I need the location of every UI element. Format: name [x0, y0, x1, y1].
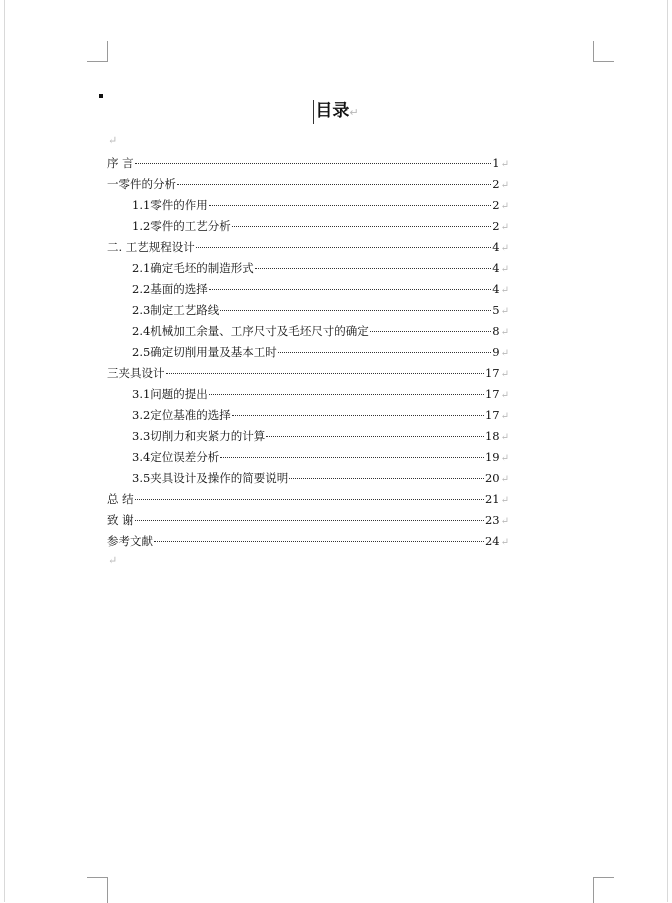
toc-entry-label: 3.5夹具设计及操作的简要说明: [132, 471, 289, 485]
toc-dot-leader: [232, 226, 491, 227]
paragraph-mark: ↵: [500, 201, 509, 212]
toc-dot-leader: [177, 184, 491, 185]
toc-entry-label: 参考文献: [107, 534, 153, 548]
toc-page-number: 24: [484, 534, 500, 548]
toc-entry-label: 1.2零件的工艺分析: [132, 219, 231, 233]
toc-entry[interactable]: [107, 531, 509, 552]
toc-entry[interactable]: [107, 216, 509, 237]
toc-dot-leader: [166, 373, 484, 374]
toc-page-number: 17: [484, 387, 500, 401]
toc-entry[interactable]: [107, 489, 509, 510]
toc-page-number: 2: [492, 177, 500, 191]
crop-mark-top-left: [87, 41, 108, 62]
toc-entry[interactable]: [107, 195, 509, 216]
toc-dot-leader: [266, 436, 484, 437]
toc-entry[interactable]: [107, 384, 509, 405]
toc-page-number: 4: [492, 261, 500, 275]
toc-dot-leader: [209, 394, 484, 395]
toc-dot-leader: [370, 331, 491, 332]
paragraph-mark: ↵: [500, 180, 509, 191]
toc-entry[interactable]: [107, 510, 509, 531]
toc-entry-label: 3.1问题的提出: [132, 387, 208, 401]
toc-entry[interactable]: [107, 237, 509, 258]
toc-dot-leader: [196, 247, 491, 248]
toc-page-number: 4: [492, 240, 500, 254]
toc-entry[interactable]: [107, 174, 509, 195]
toc-dot-leader: [135, 520, 484, 521]
toc-entry[interactable]: [107, 447, 509, 468]
empty-paragraph-mark: ↵: [108, 134, 118, 147]
toc-entry-label: 1.1零件的作用: [132, 198, 208, 212]
toc-dot-leader: [209, 205, 491, 206]
toc-entry-label: 一零件的分析: [107, 177, 176, 191]
toc-page-number: 18: [484, 429, 500, 443]
paragraph-mark: ↵: [500, 222, 509, 233]
page-right-edge: [667, 0, 668, 902]
toc-entry[interactable]: [107, 279, 509, 300]
toc-dot-leader: [154, 541, 484, 542]
toc-dot-leader: [135, 163, 492, 164]
toc-entry[interactable]: [107, 468, 509, 489]
paragraph-mark: ↵: [500, 243, 509, 254]
toc-page-number: 4: [492, 282, 500, 296]
toc-entry-label: 总 结: [107, 492, 134, 506]
paragraph-mark: ↵: [500, 537, 509, 548]
toc-entry-label: 2.1确定毛坯的制造形式: [132, 261, 254, 275]
toc-entry[interactable]: [107, 426, 509, 447]
toc-page-number: 8: [492, 324, 500, 338]
crop-mark-bottom-left: [87, 877, 108, 903]
toc-dot-leader: [220, 457, 484, 458]
toc-dot-leader: [278, 352, 491, 353]
toc-entry[interactable]: [107, 342, 509, 363]
toc-page-number: 23: [484, 513, 500, 527]
toc-entry-label: 3.3切削力和夹紧力的计算: [132, 429, 266, 443]
paragraph-mark: ↵: [500, 159, 509, 170]
paragraph-mark: ↵: [500, 495, 509, 506]
toc-dot-leader: [135, 499, 484, 500]
toc-entry[interactable]: [107, 258, 509, 279]
paragraph-mark: ↵: [500, 411, 509, 422]
toc-page-number: 17: [484, 366, 500, 380]
toc-entry-label: 2.2基面的选择: [132, 282, 208, 296]
toc-entry-label: 序 言: [107, 156, 134, 170]
toc-dot-leader: [232, 415, 484, 416]
toc-entry-label: 2.4机械加工余量、工序尺寸及毛坯尺寸的确定: [132, 324, 369, 338]
paragraph-mark: ↵: [500, 285, 509, 296]
paragraph-mark: ↵: [500, 474, 509, 485]
crop-mark-top-right: [593, 41, 614, 62]
paragraph-mark: ↵: [500, 306, 509, 317]
toc-entry-label: 2.3制定工艺路线: [132, 303, 220, 317]
toc-page-number: 20: [484, 471, 500, 485]
empty-paragraph-mark: ↵: [108, 554, 118, 567]
toc-page-number: 1: [492, 156, 500, 170]
toc-page-number: 19: [484, 450, 500, 464]
toc-entry[interactable]: [107, 321, 509, 342]
toc-entry-label: 2.5确定切削用量及基本工时: [132, 345, 277, 359]
toc-page-number: 2: [492, 198, 500, 212]
toc-entry[interactable]: [107, 405, 509, 426]
paragraph-mark: ↵: [500, 369, 509, 380]
toc-entry[interactable]: [107, 300, 509, 321]
toc-entry[interactable]: [107, 153, 509, 174]
toc-page-number: 17: [484, 408, 500, 422]
crop-mark-bottom-right: [593, 877, 614, 903]
toc-dot-leader: [220, 310, 491, 311]
paragraph-mark: ↵: [349, 106, 359, 119]
paragraph-mark: ↵: [500, 348, 509, 359]
paragraph-mark: ↵: [500, 390, 509, 401]
toc-page-number: 5: [492, 303, 500, 317]
title-line: [0, 100, 672, 124]
paragraph-mark: ↵: [500, 516, 509, 527]
toc-entry-label: 3.4定位误差分析: [132, 450, 220, 464]
paragraph-mark: ↵: [500, 327, 509, 338]
toc-entry-label: 3.2定位基准的选择: [132, 408, 231, 422]
paragraph-anchor-bullet: [99, 94, 103, 98]
toc-page-number: 9: [492, 345, 500, 359]
toc-entry[interactable]: [107, 363, 509, 384]
toc-page-number: 2: [492, 219, 500, 233]
page-left-edge: [4, 0, 5, 902]
toc-entry-label: 二. 工艺规程设计: [107, 240, 195, 254]
toc-dot-leader: [255, 268, 491, 269]
paragraph-mark: ↵: [500, 432, 509, 443]
table-of-contents: [107, 153, 509, 552]
toc-dot-leader: [209, 289, 491, 290]
paragraph-mark: ↵: [500, 453, 509, 464]
document-title[interactable]: 目录↵: [313, 100, 358, 124]
toc-entry-label: 三夹具设计: [107, 366, 165, 380]
paragraph-mark: ↵: [500, 264, 509, 275]
toc-dot-leader: [289, 478, 484, 479]
toc-page-number: 21: [484, 492, 500, 506]
toc-entry-label: 致 谢: [107, 513, 134, 527]
